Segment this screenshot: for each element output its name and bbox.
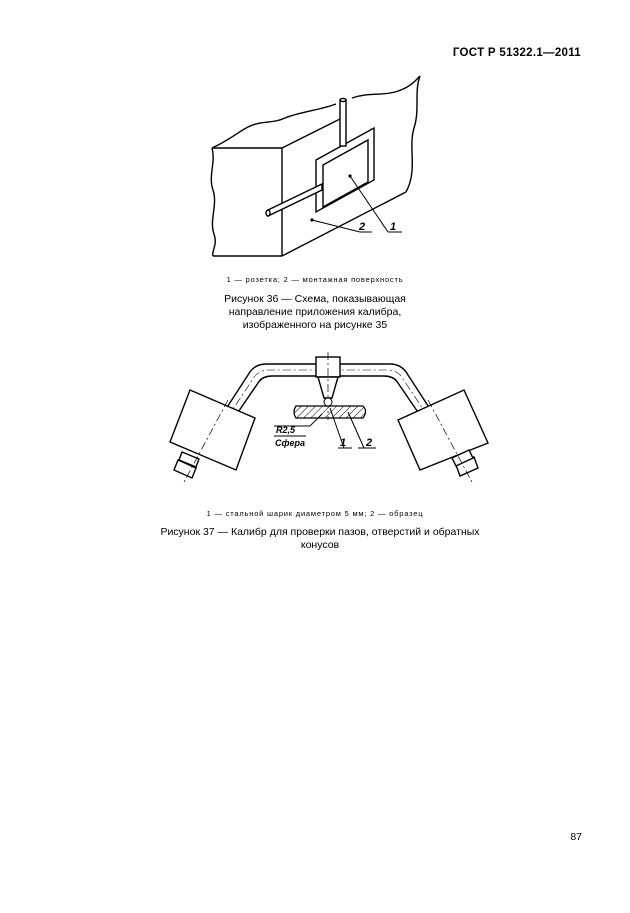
box-bottom-slant (282, 192, 406, 256)
radius-label: R2,5 (276, 425, 296, 435)
break-line-left (211, 148, 215, 256)
box-top-edge (282, 116, 346, 148)
steel-ball (324, 398, 332, 406)
break-line-top-right (352, 76, 420, 98)
figure-36-legend: 1 — розетка; 2 — монтажная поверхность (226, 275, 404, 284)
figure-37-legend: 1 — стальной шарик диаметром 5 мм; 2 — образец (206, 509, 424, 518)
figure-36-caption (195, 293, 435, 332)
sample-specimen (294, 406, 366, 418)
caption-line: Рисунок 37 — Калибр для проверки пазов, отверстий и обратных (160, 526, 480, 538)
horizontal-pin (268, 184, 322, 216)
break-line-right (406, 76, 420, 192)
caption-line: направление приложения калибра, (228, 306, 402, 318)
break-line-top (212, 104, 336, 148)
callout-2: 2 (366, 437, 373, 449)
caption-line: изображенного на рисунке 35 (242, 319, 388, 331)
document-header: ГОСТ Р 51322.1—2011 (452, 47, 581, 59)
sphere-label: Сфера (275, 438, 305, 448)
caption-line: конусов (300, 539, 340, 551)
callout-2: 2 (359, 221, 366, 233)
callout-1: 1 (390, 221, 397, 233)
caption-line: Рисунок 36 — Схема, показывающая (224, 293, 406, 305)
page-number: 87 (570, 831, 582, 843)
figure-37-caption (150, 526, 490, 552)
figure-36-drawing (0, 0, 630, 270)
callout-1: 1 (340, 437, 347, 449)
vertical-pin (340, 100, 346, 146)
figure-37-drawing (0, 345, 630, 495)
